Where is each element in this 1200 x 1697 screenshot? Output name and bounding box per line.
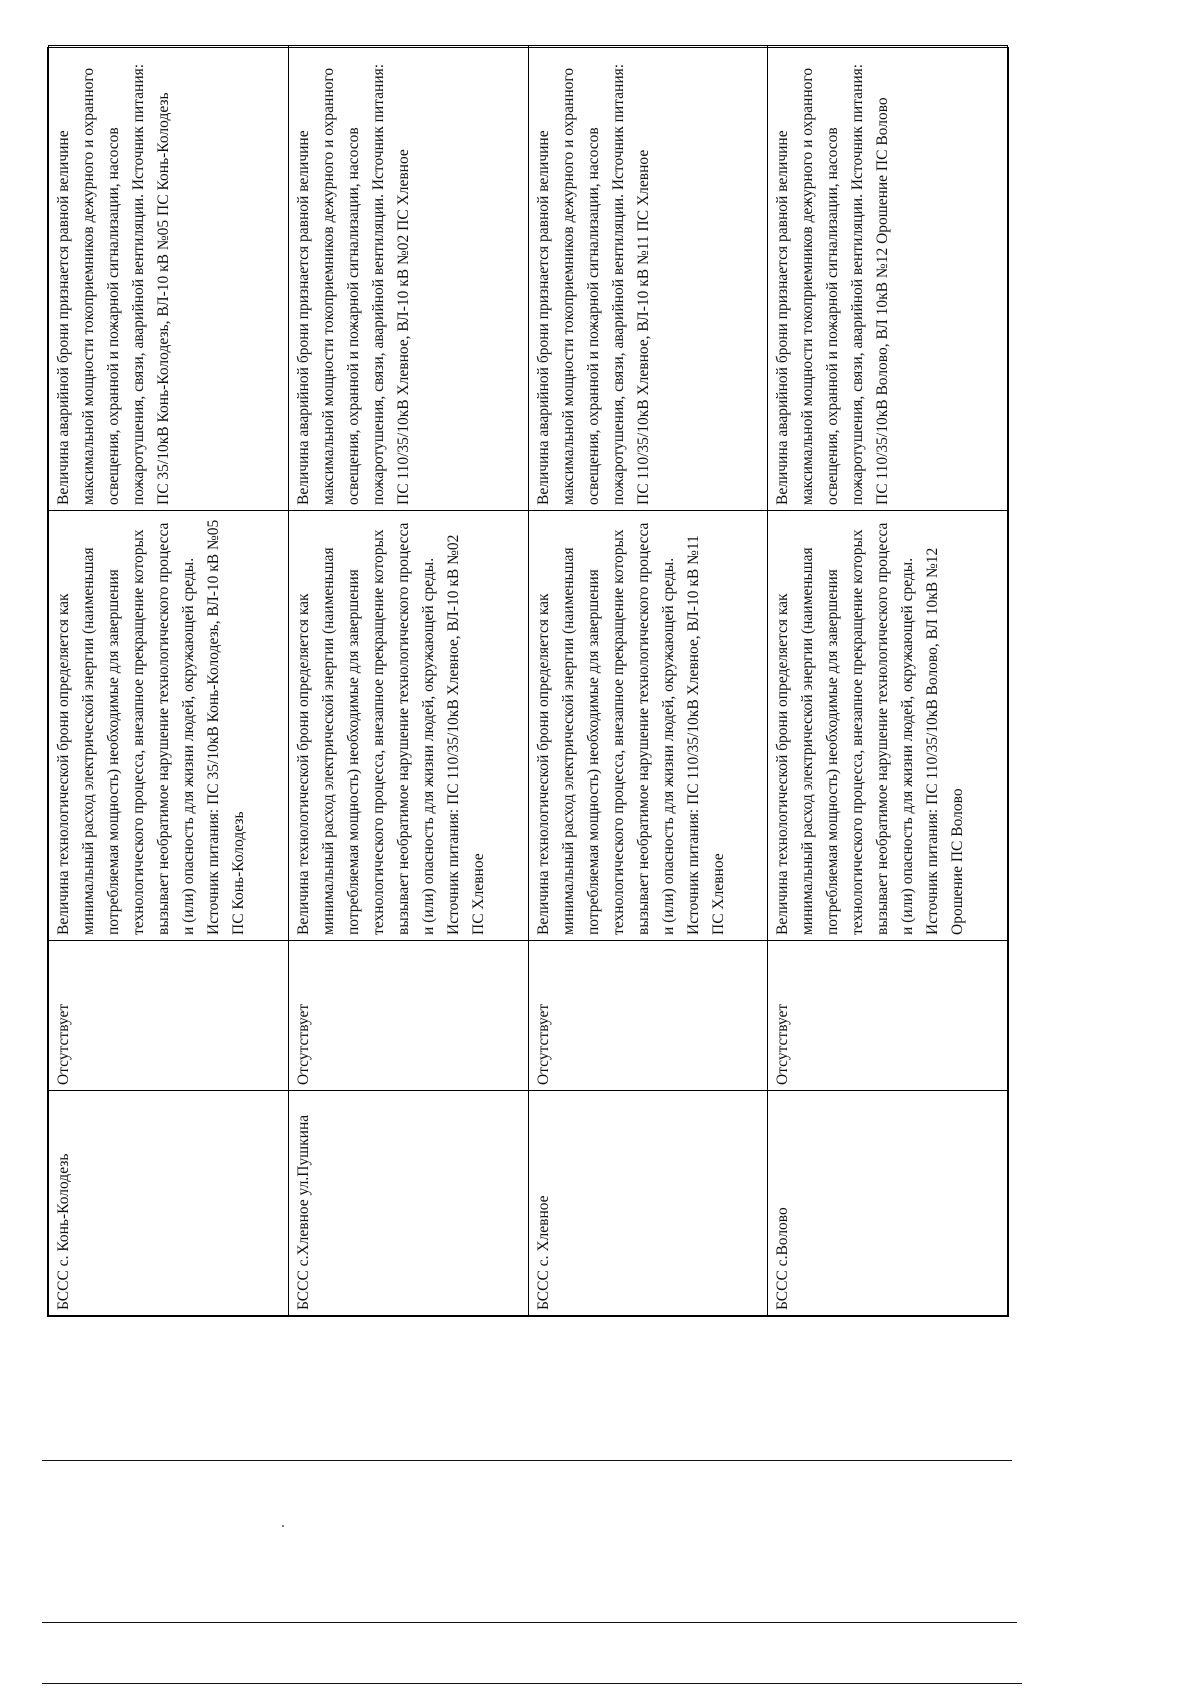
- horizontal-rule: [42, 1683, 1022, 1684]
- scan-speck: [282, 1525, 284, 1527]
- technological-reserve-cell: Величина технологической брони определяется как минимальный расход электрической энергии (наименьшая потребляемая мощность) необходимые для завершения технологического процесса, внезапное прекращение которых вызывает необратимое нарушение технологического процесса и (или) опасность для жизни людей, окружающей среды. Источник питания: ПС 110/35/10кВ Хлевное, ВЛ-10 кВ №11 ПС Хлевное: [528, 511, 768, 941]
- technological-reserve-cell: Величина технологической брони определяется как минимальный расход электрической энергии (наименьшая потребляемая мощность) необходимые для завершения технологического процесса, внезапное прекращение которых вызывает необратимое нарушение технологического процесса и (или) опасность для жизни людей, окружающей среды. Источник питания: ПС 35/10кВ Конь-Колодезь, ВЛ-10 кВ №05 ПС Конь-Колодезь: [49, 511, 289, 941]
- table-row: [528, 46, 768, 1316]
- technological-reserve-cell: Величина технологической брони определяется как минимальный расход электрической энергии (наименьшая потребляемая мощность) необходимые для завершения технологического процесса, внезапное прекращение которых вызывает необратимое нарушение технологического процесса и (или) опасность для жизни людей, окружающей среды. Источник питания: ПС 110/35/10кВ Волово, ВЛ 10кВ №12 Орошение ПС Волово: [768, 511, 1008, 941]
- horizontal-rule: [42, 1622, 1017, 1623]
- table-row: [288, 46, 528, 1316]
- technological-reserve-cell: Величина технологической брони определяется как минимальный расход электрической энергии (наименьшая потребляемая мощность) необходимые для завершения технологического процесса, внезапное прекращение которых вызывает необратимое нарушение технологического процесса и (или) опасность для жизни людей, окружающей среды. Источник питания: ПС 110/35/10кВ Хлевное, ВЛ-10 кВ №02 ПС Хлевное: [288, 511, 528, 941]
- reserve-table: [48, 45, 1008, 1316]
- object-name-cell: БССС с.Волово: [768, 1091, 1008, 1316]
- object-name-cell: БССС с.Хлевное ул.Пушкина: [288, 1091, 528, 1316]
- existing-reserve-cell: Отсутствует: [768, 941, 1008, 1091]
- existing-reserve-cell: Отсутствует: [288, 941, 528, 1091]
- existing-reserve-cell: Отсутствует: [49, 941, 289, 1091]
- emergency-reserve-cell: Величина аварийной брони признается равной величине максимальной мощности токоприемников дежурного и охранного освещения, охранной и пожарной сигнализации, насосов пожаротушения, связи, аварийной вентиляции. Источник питания: ПС 110/35/10кВ Хлевное, ВЛ-10 кВ №11 ПС Хлевное: [528, 46, 768, 511]
- emergency-reserve-cell: Величина аварийной брони признается равной величине максимальной мощности токоприемников дежурного и охранного освещения, охранной и пожарной сигнализации, насосов пожаротушения, связи, аварийной вентиляции. Источник питания: ПС 110/35/10кВ Волово, ВЛ 10кВ №12 Орошение ПС Волово: [768, 46, 1008, 511]
- existing-reserve-cell: Отсутствует: [528, 941, 768, 1091]
- table-row: [768, 46, 1008, 1316]
- emergency-reserve-cell: Величина аварийной брони признается равной величине максимальной мощности токоприемников дежурного и охранного освещения, охранной и пожарной сигнализации, насосов пожаротушения, связи, аварийной вентиляции. Источник питания: ПС 35/10кВ Конь-Колодезь, ВЛ-10 кВ №05 ПС Конь-Колодезь: [49, 46, 289, 511]
- horizontal-rule: [42, 1460, 1012, 1461]
- table-row: [49, 46, 289, 1316]
- object-name-cell: БССС с. Конь-Колодезь: [49, 1091, 289, 1316]
- object-name-cell: БССС с. Хлевное: [528, 1091, 768, 1316]
- rotated-table-frame: [47, 47, 1009, 1317]
- emergency-reserve-cell: Величина аварийной брони признается равной величине максимальной мощности токоприемников дежурного и охранного освещения, охранной и пожарной сигнализации, насосов пожаротушения, связи, аварийной вентиляции. Источник питания: ПС 110/35/10кВ Хлевное, ВЛ-10 кВ №02 ПС Хлевное: [288, 46, 528, 511]
